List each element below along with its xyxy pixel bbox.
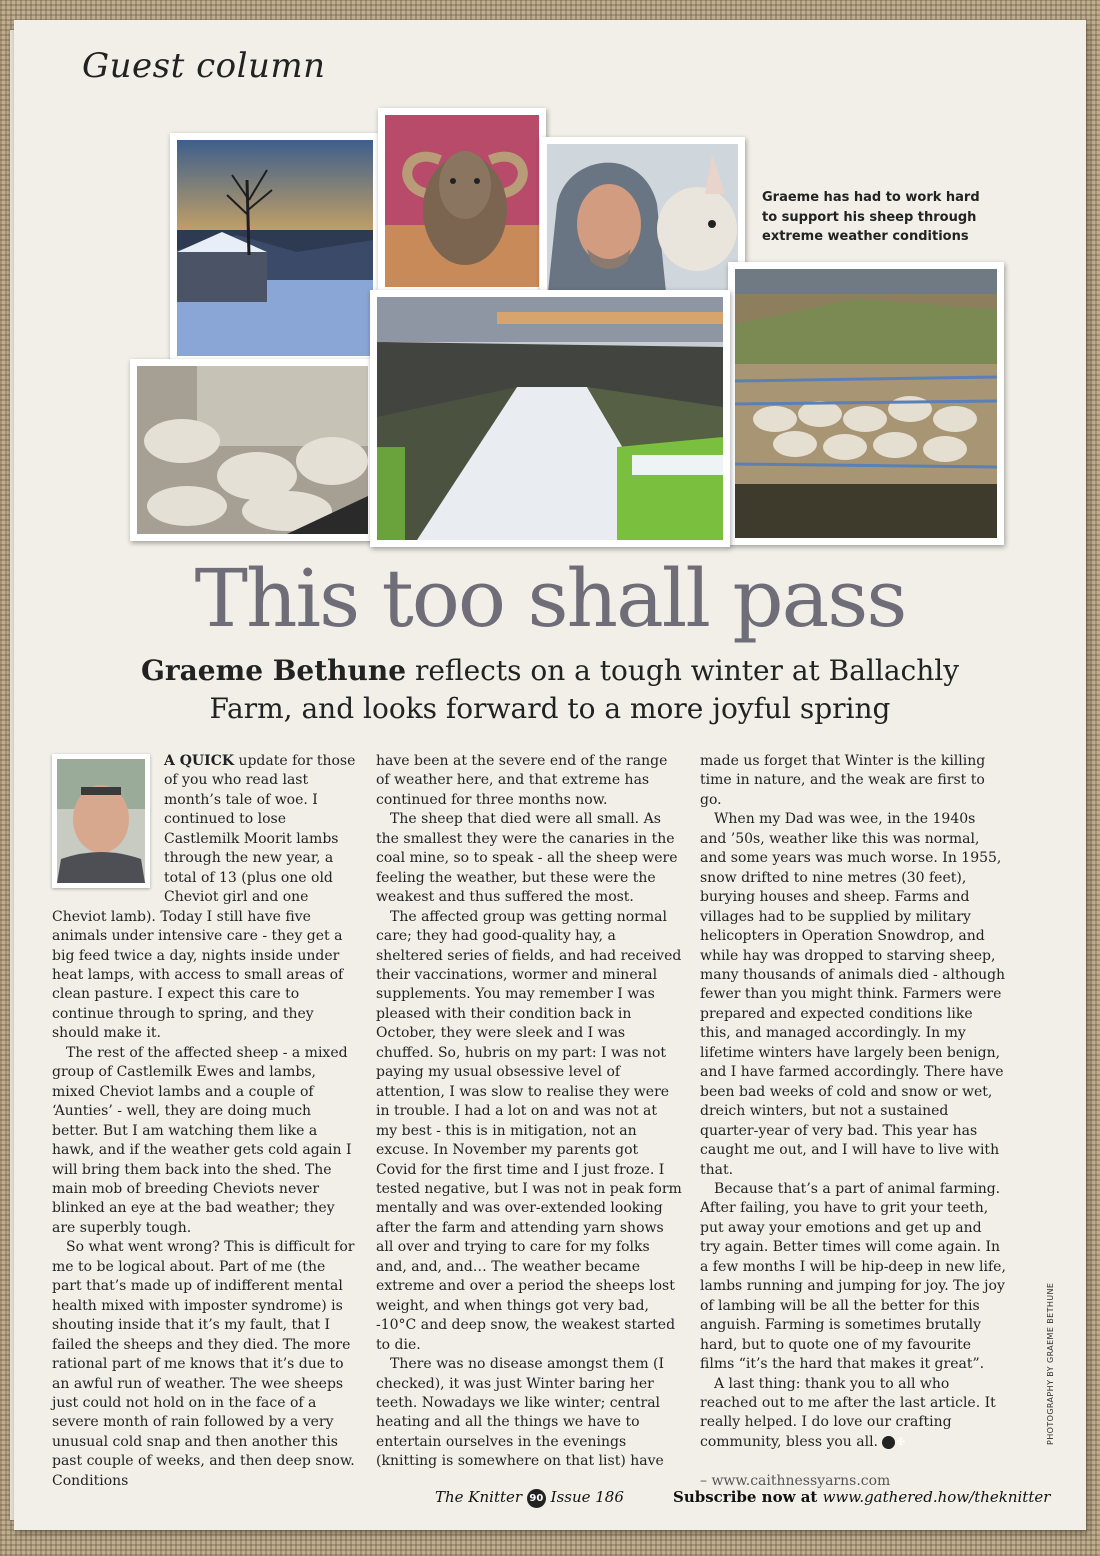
photo-graeme-with-sheep <box>540 137 745 309</box>
section-label: Guest column <box>82 46 326 86</box>
footer-issue <box>435 1488 624 1508</box>
photo-horned-sheep <box>378 108 546 294</box>
paragraph: A last thing: thank you to all who reached out to me after the last article. It really helped. I do love our crafting community, bless you all. <box>700 1375 996 1450</box>
paragraph: So what went wrong? This is difficult for me to be logical about. Part of me (the part that’s made up of indifferent mental health mixed with imposter syndrome) is shouting inside that it’s my fault, that I failed the sheeps and they died. The more rational part of me knows that it’s due to an awful run of weather. The wee sheeps just could not hold on in the face of a severe month of rain followed by a very unusual cold snap and then another this past couple of weeks, and then deep snow. Conditions <box>52 1239 355 1489</box>
end-mark-icon: ✠ <box>882 1436 895 1449</box>
article-column-3 <box>700 752 1006 1492</box>
photo-sunset-snow <box>170 133 380 363</box>
photo-snowy-track <box>370 290 730 547</box>
paragraph: There was no disease amongst them (I checked), it was just Winter baring her teeth. Nowadays we like winter; central heating and all the things we have to entertain ourselves in the evenings (knitting is somewhere on that list) have <box>376 1356 665 1470</box>
standfirst-author: Graeme Bethune <box>140 654 407 687</box>
paragraph: made us forget that Winter is the killing time in nature, and the weak are first to go. <box>700 753 986 808</box>
page-number: 90 <box>527 1489 546 1508</box>
headline: This too shall pass <box>194 552 906 645</box>
lead-in: A QUICK <box>164 753 234 769</box>
article-column-2 <box>376 752 682 1472</box>
photo-caption: Graeme has had to work hard to support his sheep through extreme weather conditions <box>762 190 980 244</box>
footer-subscribe <box>673 1488 1050 1506</box>
paragraph: When my Dad was wee, in the 1940s and ’50s, weather like this was normal, and some years was much worse. In 1955, snow drifted to nine metres (30 feet), burying houses and sheep. Farms and villages had to be supplied by military helicopters in Operation Snowdrop, and while hay was dropped to starving sheep, many thousands of animals died - although fewer than you might think. Farmers were prepared and expected conditions like this, and managed accordingly. In my lifetime winters have largely been benign, and I have farmed accordingly. There have been bad weeks of cold and snow or wet, dreich winters, but not a sustained quarter-year of very bad. This year has caught me out, and I will have to live with that. <box>700 811 1006 1178</box>
website-link[interactable]: – www.caithnessyarns.com <box>700 1473 891 1490</box>
paragraph: update for those of you who read last month’s tale of woe. I continued to lose Castlemilk Moorit lambs through the new year, a total of 13 (plus one old Cheviot girl and one Cheviot lamb). Today I still have five animals under intensive care - they get a big feed twice a day, nights inside under heat lamps, with access to small areas of clean pasture. I expect this care to continue through to spring, and they should make it. <box>52 753 356 1042</box>
paragraph: have been at the severe end of the range of weather here, and that extreme has continued for three months now. <box>376 753 668 808</box>
paragraph: Because that’s a part of animal farming. After failing, you have to grit your teeth, put away your emotions and get up and try again. Better times will come again. In a few months I will be hip-deep in new life, lambs running and jumping for joy. The joy of lambing will be all the better for this anguish. Farming is sometimes brutally hard, but to quote one of my favourite films “it’s the hard that makes it great”. <box>700 1180 1006 1373</box>
issue-number: Issue 186 <box>550 1488 624 1506</box>
paragraph: The affected group was getting normal care; they had good-quality hay, a sheltered series of fields, and had received their vaccinations, wormer and mineral supplements. You may remember I was pleased with their condition back in October, they were sleek and I was chuffed. So, hubris on my part: I was not paying my usual obsessive level of attention, I was slow to realise they were in trouble. I had a lot on and was not at my best - this is in mitigation, not an excuse. In November my parents got Covid for the first time and I just froze. I tested negative, but I was not in peak form mentally and was over-extended looking after the farm and attending yarn shows all over and trying to care for my folks and, and, and… The weather became extreme and over a period the sheeps lost weight, and when things got very bad, -10°C and deep snow, the weakest started to die. <box>376 908 682 1353</box>
magazine-name: The Knitter <box>435 1488 523 1506</box>
author-portrait <box>52 754 150 888</box>
standfirst <box>100 652 1000 728</box>
photo-sheep-in-pens <box>728 262 1004 545</box>
article-column-1 <box>52 752 358 1491</box>
paragraph: The rest of the affected sheep - a mixed group of Castlemilk Ewes and lambs, mixed Cheviot lambs and a couple of ‘Aunties’ - well, they are doing much better. But I am watching them like a hawk, and if the weather gets cold again I will bring them back into the shed. The main mob of breeding Cheviots never blinked an eye at the bad weather; they are superbly tough. <box>52 1044 352 1236</box>
photo-credit: PHOTOGRAPHY BY GRAEME BETHUNE <box>1046 1282 1055 1445</box>
paragraph: The sheep that died were all small. As the smallest they were the canaries in the coal mine, so to speak - all the sheep were feeling the weather, but these were the weakest and thus suffered the most. <box>376 811 678 906</box>
standfirst-text: reflects on a tough winter at Ballachly Farm, and looks forward to a more joyful spring <box>209 654 960 725</box>
subscribe-label: Subscribe now at <box>673 1488 823 1506</box>
photo-sheep-by-wall <box>130 359 375 541</box>
subscribe-link[interactable]: www.gathered.how/theknitter <box>822 1488 1051 1506</box>
